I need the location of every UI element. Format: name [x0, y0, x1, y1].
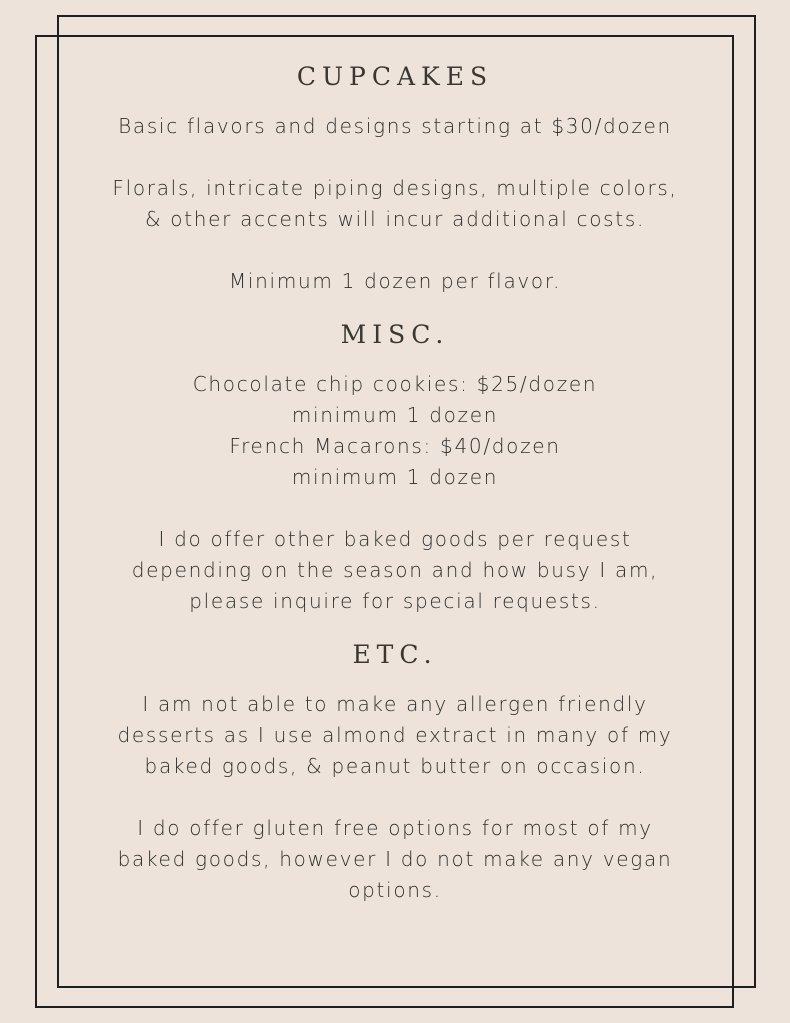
heading-cupcakes: CUPCAKES — [296, 62, 494, 91]
cupcakes-minimum — [60, 266, 730, 297]
text-line: depending on the season and how busy I am, — [131, 558, 659, 582]
text-line: I am not able to make any allergen friendly — [142, 692, 648, 716]
cupcakes-extras-note — [60, 173, 730, 235]
text-line: baked goods, however I do not make any vegan — [117, 847, 673, 871]
text-line: desserts as I use almond extract in many of my — [117, 723, 673, 747]
misc-pricing — [60, 369, 730, 493]
text-line: minimum 1 dozen — [291, 465, 499, 489]
text-line: minimum 1 dozen — [291, 403, 499, 427]
etc-gluten-free-note — [60, 813, 730, 906]
section-misc — [60, 313, 730, 617]
text-line: please inquire for special requests. — [189, 589, 601, 613]
text-line: I do offer other baked goods per request — [158, 527, 632, 551]
text-line: Minimum 1 dozen per flavor. — [228, 269, 562, 293]
misc-other-goods — [60, 524, 730, 617]
text-line: Basic flavors and designs starting at $30/dozen — [118, 114, 672, 138]
text-line: & other accents will incur additional costs. — [144, 207, 646, 231]
text-line: Chocolate chip cookies: $25/dozen — [192, 372, 598, 396]
text-line: French Macarons: $40/dozen — [229, 434, 561, 458]
text-line: Florals, intricate piping designs, multiple colors, — [112, 176, 678, 200]
section-cupcakes — [60, 55, 730, 297]
heading-etc: ETC. — [352, 640, 438, 669]
cupcakes-pricing — [60, 111, 730, 142]
text-line: I do offer gluten free options for most of my — [137, 816, 653, 840]
section-etc — [60, 633, 730, 906]
text-line: options. — [348, 878, 442, 902]
etc-allergen-note — [60, 689, 730, 782]
heading-misc: MISC. — [340, 320, 450, 349]
menu-content — [60, 55, 730, 906]
text-line: baked goods, & peanut butter on occasion. — [144, 754, 646, 778]
